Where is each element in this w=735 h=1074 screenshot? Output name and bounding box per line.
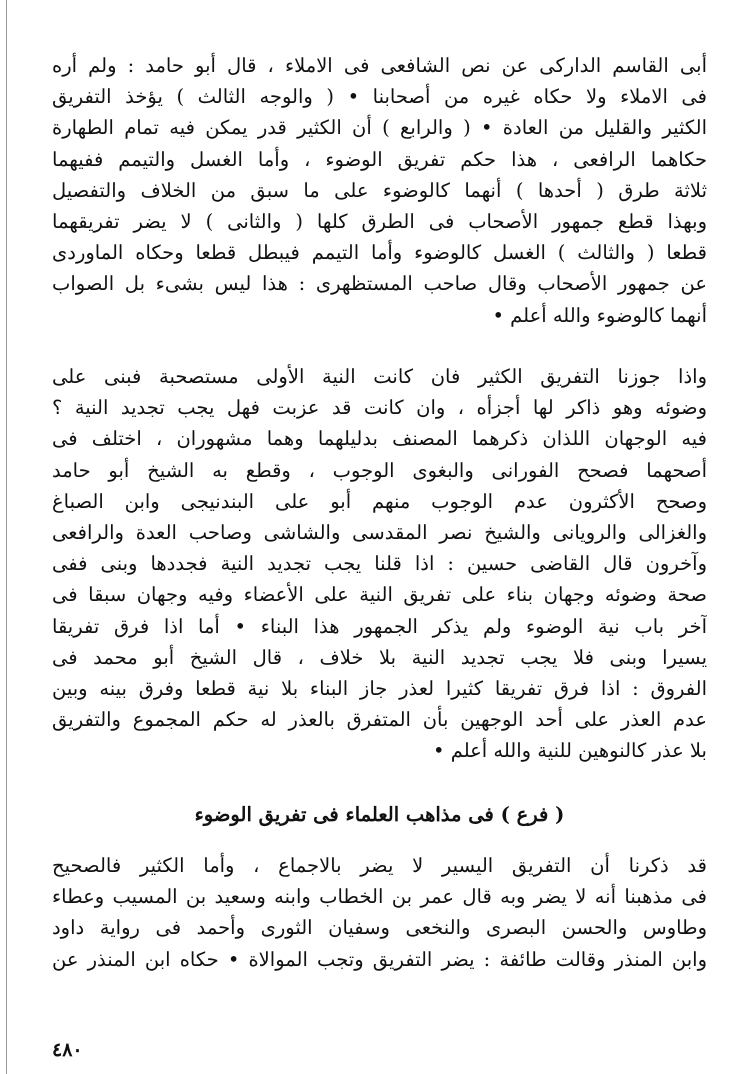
paragraph-2 <box>52 361 707 766</box>
text-line: وبهذا قطع جمهور الأصحاب فى الطرق كلها ( والثانى ) لا يضر تفريقهما <box>52 209 707 233</box>
text-line: فى الاملاء ولا حكاه غيره من أصحابنا • ( والوجه الثالث ) يؤخذ التفريق <box>52 85 707 109</box>
paragraph-3 <box>52 850 707 975</box>
paragraph-1 <box>52 50 707 331</box>
text-line: والغزالى والرويانى والشيخ نصر المقدسى والشاشى وصاحب العدة والرافعى <box>52 520 707 544</box>
text-line: أصحهما فصحح الفورانى والبغوى الوجوب ، وقطع به الشيخ أبو حامد <box>52 458 707 482</box>
text-line: صحة وضوئه وجهان بناء على تفريق النية على الأعضاء وفيه وجهان سبقا فى <box>52 583 707 607</box>
text-line: عدم العذر على أحد الوجهين بأن المتفرق بالعذر له حكم المجموع والتفريق <box>52 708 707 732</box>
scan-margin-line <box>6 0 7 1074</box>
text-line: آخر باب نية الوضوء ولم يذكر الجمهور هذا البناء • أما اذا فرق تفريقا <box>52 614 707 638</box>
text-line: أنهما كالوضوء والله أعلم • <box>492 303 707 327</box>
text-line: قد ذكرنا أن التفريق اليسير لا يضر بالاجماع ، وأما الكثير فالصحيح <box>52 854 707 877</box>
text-line: قطعا ( والثالث ) الغسل كالوضوء وأما التيمم فيبطل قطعا وحكاه الماوردى <box>52 241 707 265</box>
section-heading: ( فرع ) فى مذاهب العلماء فى تفريق الوضوء <box>194 803 565 826</box>
page-number: ٤٨٠ <box>52 1039 83 1061</box>
text-line: فى مذهبنا أنه لا يضر وبه قال عمر بن الخطاب وابنه وسعيد بن المسيب وعطاء <box>52 885 707 909</box>
text-line: ثلاثة طرق ( أحدها ) أنهما كالوضوء على ما سبق من الخلاف والتفصيل <box>52 178 707 202</box>
text-line: وآخرون قال القاضى حسين : اذا قلنا يجب تجديد النية فجددها وبنى ففى <box>52 552 707 576</box>
text-line: عن جمهور الأصحاب وقال صاحب المستظهرى : هذا ليس بشىء بل الصواب <box>52 272 707 296</box>
text-line: وضوئه وهو ذاكر لها أجزأه ، وان كانت قد عزبت فهل يجب تجديد النية ؟ <box>52 396 707 420</box>
text-line: بلا عذر كالنوهين للنية والله أعلم • <box>433 739 707 763</box>
text-line: وابن المنذر وقالت طائفة : يضر التفريق وتجب الموالاة • حكاه ابن المنذر عن <box>52 947 707 971</box>
text-line: حكاهما الرافعى ، هذا حكم تفريق الوضوء ، وأما الغسل والتيمم ففيهما <box>52 147 707 171</box>
text-line: يسيرا وبنى فلا يجب تجديد النية بلا خلاف ، قال الشيخ أبو محمد فى <box>52 645 707 669</box>
text-line: الفروق : اذا فرق تفريقا كثيرا لعذر جاز البناء بلا نية قطعا وفرق بينه وبين <box>52 676 707 700</box>
text-line: واذا جوزنا التفريق الكثير فان كانت النية الأولى مستصحبة فبنى على <box>52 365 707 388</box>
text-line: أبى القاسم الداركى عن نص الشافعى فى الاملاء ، قال أبو حامد : ولم أره <box>52 54 707 77</box>
text-line: وطاوس والحسن البصرى والنخعى وسفيان الثورى وأحمد فى رواية داود <box>52 916 707 940</box>
text-line: الكثير والقليل من العادة • ( والرابع ) أن الكثير قدر يمكن فيه تمام الطهارة <box>52 116 707 140</box>
text-line: فيه الوجهان اللذان ذكرهما المصنف بدليلهما وهما مشهوران ، اختلف فى <box>52 427 707 451</box>
text-line: وصحح الأكثرون عدم الوجوب منهم أبو على البندنيجى وابن الصباغ <box>52 489 707 513</box>
